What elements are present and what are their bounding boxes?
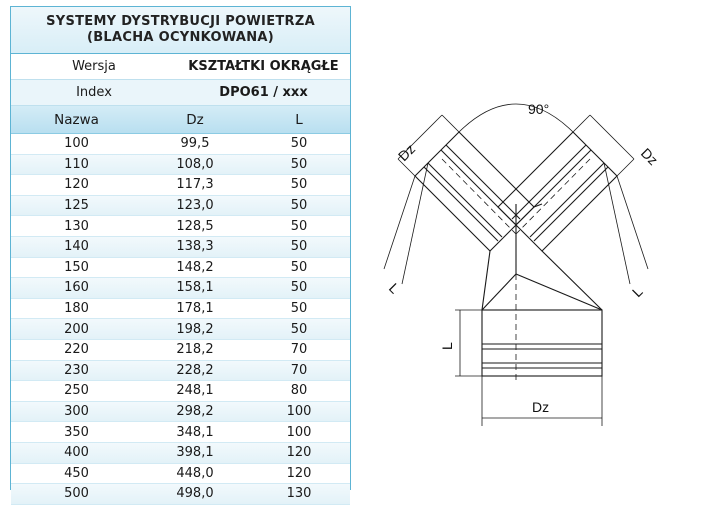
table-row <box>11 484 350 505</box>
bottom-branch-body <box>482 310 602 376</box>
column-header-l: L <box>295 111 303 128</box>
cell-l: 70 <box>290 362 308 378</box>
dz-bottom-label: Dz <box>532 399 550 415</box>
cell-dz: 117,3 <box>176 177 214 193</box>
table-row <box>11 422 350 443</box>
version-row <box>11 54 350 80</box>
cell-nazwa: 180 <box>64 301 89 317</box>
cell-dz: 108,0 <box>176 156 214 172</box>
title-line1: SYSTEMY DYSTRYBUCJI POWIETRZA <box>46 14 315 29</box>
cell-dz: 99,5 <box>180 136 210 152</box>
cell-dz: 158,1 <box>176 280 214 296</box>
cell-dz: 348,1 <box>176 424 214 440</box>
cell-nazwa: 220 <box>64 342 89 358</box>
cell-nazwa: 200 <box>64 321 89 337</box>
cell-l: 80 <box>290 383 308 399</box>
table-row <box>11 361 350 382</box>
cell-nazwa: 400 <box>64 445 89 461</box>
cell-l: 50 <box>290 198 308 214</box>
cell-l: 50 <box>290 301 308 317</box>
table-row <box>11 464 350 485</box>
cell-dz: 123,0 <box>176 198 214 214</box>
table-body <box>11 134 350 505</box>
spec-table <box>10 6 351 502</box>
table-row <box>11 402 350 423</box>
cell-l: 100 <box>286 424 312 440</box>
column-header-nazwa: Nazwa <box>54 111 99 128</box>
angle-arc <box>459 104 573 132</box>
cell-nazwa: 300 <box>64 404 89 420</box>
index-value: DPO61 / xxx <box>219 85 308 100</box>
table-row <box>11 155 350 176</box>
column-header-row <box>11 106 350 134</box>
title-line2: (BLACHA OCYNKOWANA) <box>86 30 275 45</box>
cell-nazwa: 350 <box>64 424 89 440</box>
cell-dz: 228,2 <box>176 362 214 378</box>
table-row <box>11 134 350 155</box>
cell-dz: 138,3 <box>176 239 214 255</box>
table-row <box>11 299 350 320</box>
cell-l: 50 <box>290 321 308 337</box>
cell-nazwa: 250 <box>64 383 89 399</box>
cell-nazwa: 450 <box>64 465 89 481</box>
cell-dz: 248,1 <box>176 383 214 399</box>
table-row <box>11 237 350 258</box>
table-row <box>11 216 350 237</box>
dz-left-label: Dz <box>394 140 419 165</box>
l-right-label: L <box>628 283 646 301</box>
cell-l: 50 <box>290 259 308 275</box>
table-row <box>11 381 350 402</box>
cell-l: 50 <box>290 136 308 152</box>
table-row <box>11 175 350 196</box>
cell-dz: 198,2 <box>176 321 214 337</box>
table-row <box>11 340 350 361</box>
cell-l: 120 <box>286 445 312 461</box>
cell-dz: 178,1 <box>176 301 214 317</box>
cell-l: 50 <box>290 177 308 193</box>
cell-dz: 398,1 <box>176 445 214 461</box>
column-header-dz: Dz <box>186 111 204 128</box>
l-left-label: L <box>385 279 403 297</box>
y-branch-drawing <box>362 84 707 438</box>
cell-l: 100 <box>286 404 312 420</box>
cell-nazwa: 150 <box>64 259 89 275</box>
table-row <box>11 443 350 464</box>
cell-dz: 218,2 <box>176 342 214 358</box>
table-row <box>11 196 350 217</box>
cell-nazwa: 100 <box>64 136 89 152</box>
table-title <box>11 7 350 54</box>
cell-nazwa: 140 <box>64 239 89 255</box>
index-row <box>11 80 350 106</box>
cell-l: 50 <box>290 280 308 296</box>
cell-l: 70 <box>290 342 308 358</box>
table-row <box>11 278 350 299</box>
cell-nazwa: 125 <box>64 198 89 214</box>
version-label: Wersja <box>72 59 116 74</box>
cell-nazwa: 130 <box>64 218 89 234</box>
cell-l: 50 <box>290 239 308 255</box>
cell-nazwa: 160 <box>64 280 89 296</box>
cell-l: 130 <box>286 486 312 502</box>
l-bottom-label: L <box>439 342 455 350</box>
dz-right-label: Dz <box>637 144 662 169</box>
cell-dz: 298,2 <box>176 404 214 420</box>
cell-l: 50 <box>290 218 308 234</box>
cell-l: 120 <box>286 465 312 481</box>
cell-l: 50 <box>290 156 308 172</box>
table-row <box>11 319 350 340</box>
table-row <box>11 258 350 279</box>
cell-nazwa: 230 <box>64 362 89 378</box>
cell-dz: 128,5 <box>176 218 214 234</box>
cell-dz: 448,0 <box>176 465 214 481</box>
cell-nazwa: 120 <box>64 177 89 193</box>
version-value: KSZTAŁTKI OKRĄGŁE <box>188 59 339 74</box>
cell-dz: 498,0 <box>176 486 214 502</box>
cell-nazwa: 500 <box>64 486 89 502</box>
angle-label: 90° <box>528 101 550 117</box>
index-label: Index <box>76 85 112 100</box>
cell-nazwa: 110 <box>64 156 89 172</box>
cell-dz: 148,2 <box>176 259 214 275</box>
